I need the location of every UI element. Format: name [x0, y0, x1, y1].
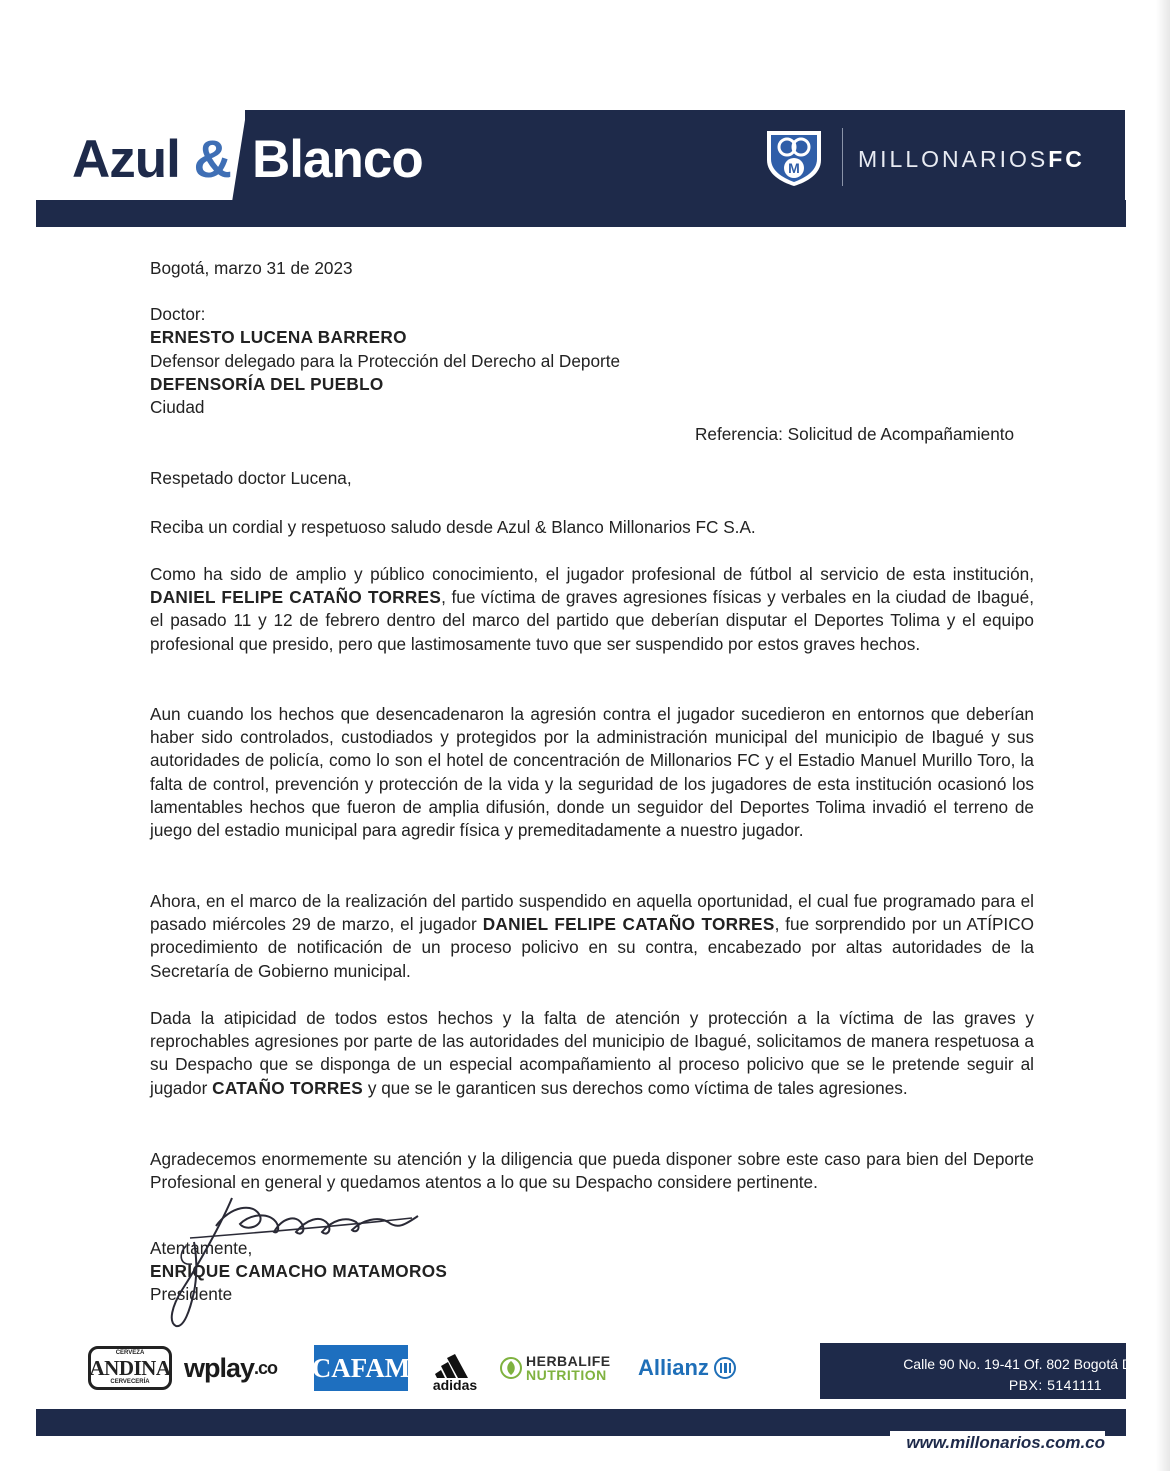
brand-ampersand: & [193, 130, 231, 189]
closing: Atentamente, [150, 1238, 253, 1258]
address-line: Calle 90 No. 19-41 Of. 802 Bogotá D.C [903, 1356, 1146, 1372]
sponsor-cafam-logo: CAFAM [314, 1345, 408, 1391]
crest-letter: M [788, 160, 800, 176]
player-surname-bold: CATAÑO TORRES [212, 1077, 364, 1098]
sponsor-andina-logo: CERVEZA ANDINA CERVECERÍA [88, 1343, 174, 1393]
recipient-role: Defensor delegado para la Protección del Derecho al Deporte [150, 351, 621, 371]
paragraph-1: Como ha sido de amplio y público conocimiento, el jugador profesional de fútbol al servicio de esta institución, DANIEL FELIPE CATAÑO TORRES, fue víctima de graves agresiones físicas y verbales en la ciudad de Ibagué, el pasado 11 y 12 de febrero dentro del marco del partido que deberían disputar el Deportes Tolima y el equipo profesional que presido, pero que lastimosamente tuvo que ser suspendido por estos graves hechos. [150, 564, 1035, 654]
website-link[interactable]: www.millonarios.com.co [890, 1431, 1105, 1455]
adidas-stripes-icon [435, 1354, 475, 1378]
signer-name: ENRIQUE CAMACHO MATAMOROS [150, 1261, 448, 1281]
phone-line: PBX: 5141111 [1008, 1377, 1102, 1393]
sponsor-allianz-logo: Allianz [638, 1343, 736, 1393]
recipient-organization: DEFENSORÍA DEL PUEBLO [150, 374, 384, 394]
recipient-city: Ciudad [150, 397, 205, 417]
player-name-bold: DANIEL FELIPE CATAÑO TORRES [150, 587, 442, 608]
player-name-bold: DANIEL FELIPE CATAÑO TORRES [482, 914, 775, 935]
sponsor-wplay-logo: wplay .co [184, 1352, 278, 1383]
intro-line: Reciba un cordial y respetuoso saludo desde Azul & Blanco Millonarios FC S.A. [150, 517, 756, 537]
sponsor-adidas-logo: adidas [422, 1343, 488, 1393]
sponsor-herbalife-logo: HERBALIFE NUTRITION [500, 1343, 626, 1393]
header-band [36, 200, 1126, 227]
brand-blanco: Blanco [252, 130, 423, 189]
recipient-name: ERNESTO LUCENA BARRERO [150, 327, 407, 347]
paragraph-3: Ahora, en el marco de la realización del partido suspendido en aquella oportunidad, el cual fue programado para el pasado miércoles 29 de marzo, el jugador DANIEL FELIPE CATAÑO TORRES, fue sorprendido por un ATÍPICO procedimiento de notificación de un proceso policivo en su contra, encabezado por altas autoridades de la Secretaría de Gobierno municipal. [150, 891, 1034, 981]
paragraph-2: Aun cuando los hechos que desencadenaron la agresión contra el jugador sucedieron en entornos que deberían haber sido controlados, custodiados y protegidos por la administración municipal del municipio de Ibagué y sus autoridades de policía, como lo son el hotel de concentración de Millonarios FC y el Estadio Manuel Murillo Toro, la falta de control, prevención y protección de la vida y la seguridad de los jugadores de esta institución ocasionó los lamentables hechos que fueron de amplia difusión, donde un seguidor del Deportes Tolima invadió el terreno de juego del estadio municipal para agredir física y premeditadamente a nuestro jugador. [150, 704, 1034, 841]
allianz-emblem-icon [714, 1357, 736, 1379]
greeting: Respetado doctor Lucena, [150, 468, 352, 488]
paragraph-4: Dada la atipicidad de todos estos hechos y la falta de atención y protección a la víctima de las graves y reprochables agresiones por parte de las autoridades del municipio de Ibagué, solicitamos de manera respetuosa a su Despacho que se disponga de un especial acompañamiento al proceso policivo que se le pretende seguir al jugador CATAÑO TORRES y que se le garanticen sus derechos como víctima de tales agresiones. [150, 1008, 1034, 1098]
leaf-icon [500, 1357, 522, 1379]
letter-date: Bogotá, marzo 31 de 2023 [150, 258, 353, 278]
signer-title: Presidente [150, 1284, 233, 1304]
paragraph-5: Agradecemos enormemente su atención y la diligencia que pueda disponer sobre este caso para bien del Deporte Profesional en general y quedamos atentos a lo que su Despacho considere pertinente. [150, 1149, 1034, 1193]
millonarios-crest-icon [763, 128, 825, 188]
brand-azul: Azul & [72, 130, 231, 189]
reference-line: Referencia: Solicitud de Acompañamiento [695, 424, 1015, 444]
header-divider [842, 128, 843, 186]
page-edge-shadow [1156, 0, 1170, 1471]
club-name: MILLONARIOSFC [858, 146, 1085, 172]
recipient-title: Doctor: [150, 304, 206, 324]
